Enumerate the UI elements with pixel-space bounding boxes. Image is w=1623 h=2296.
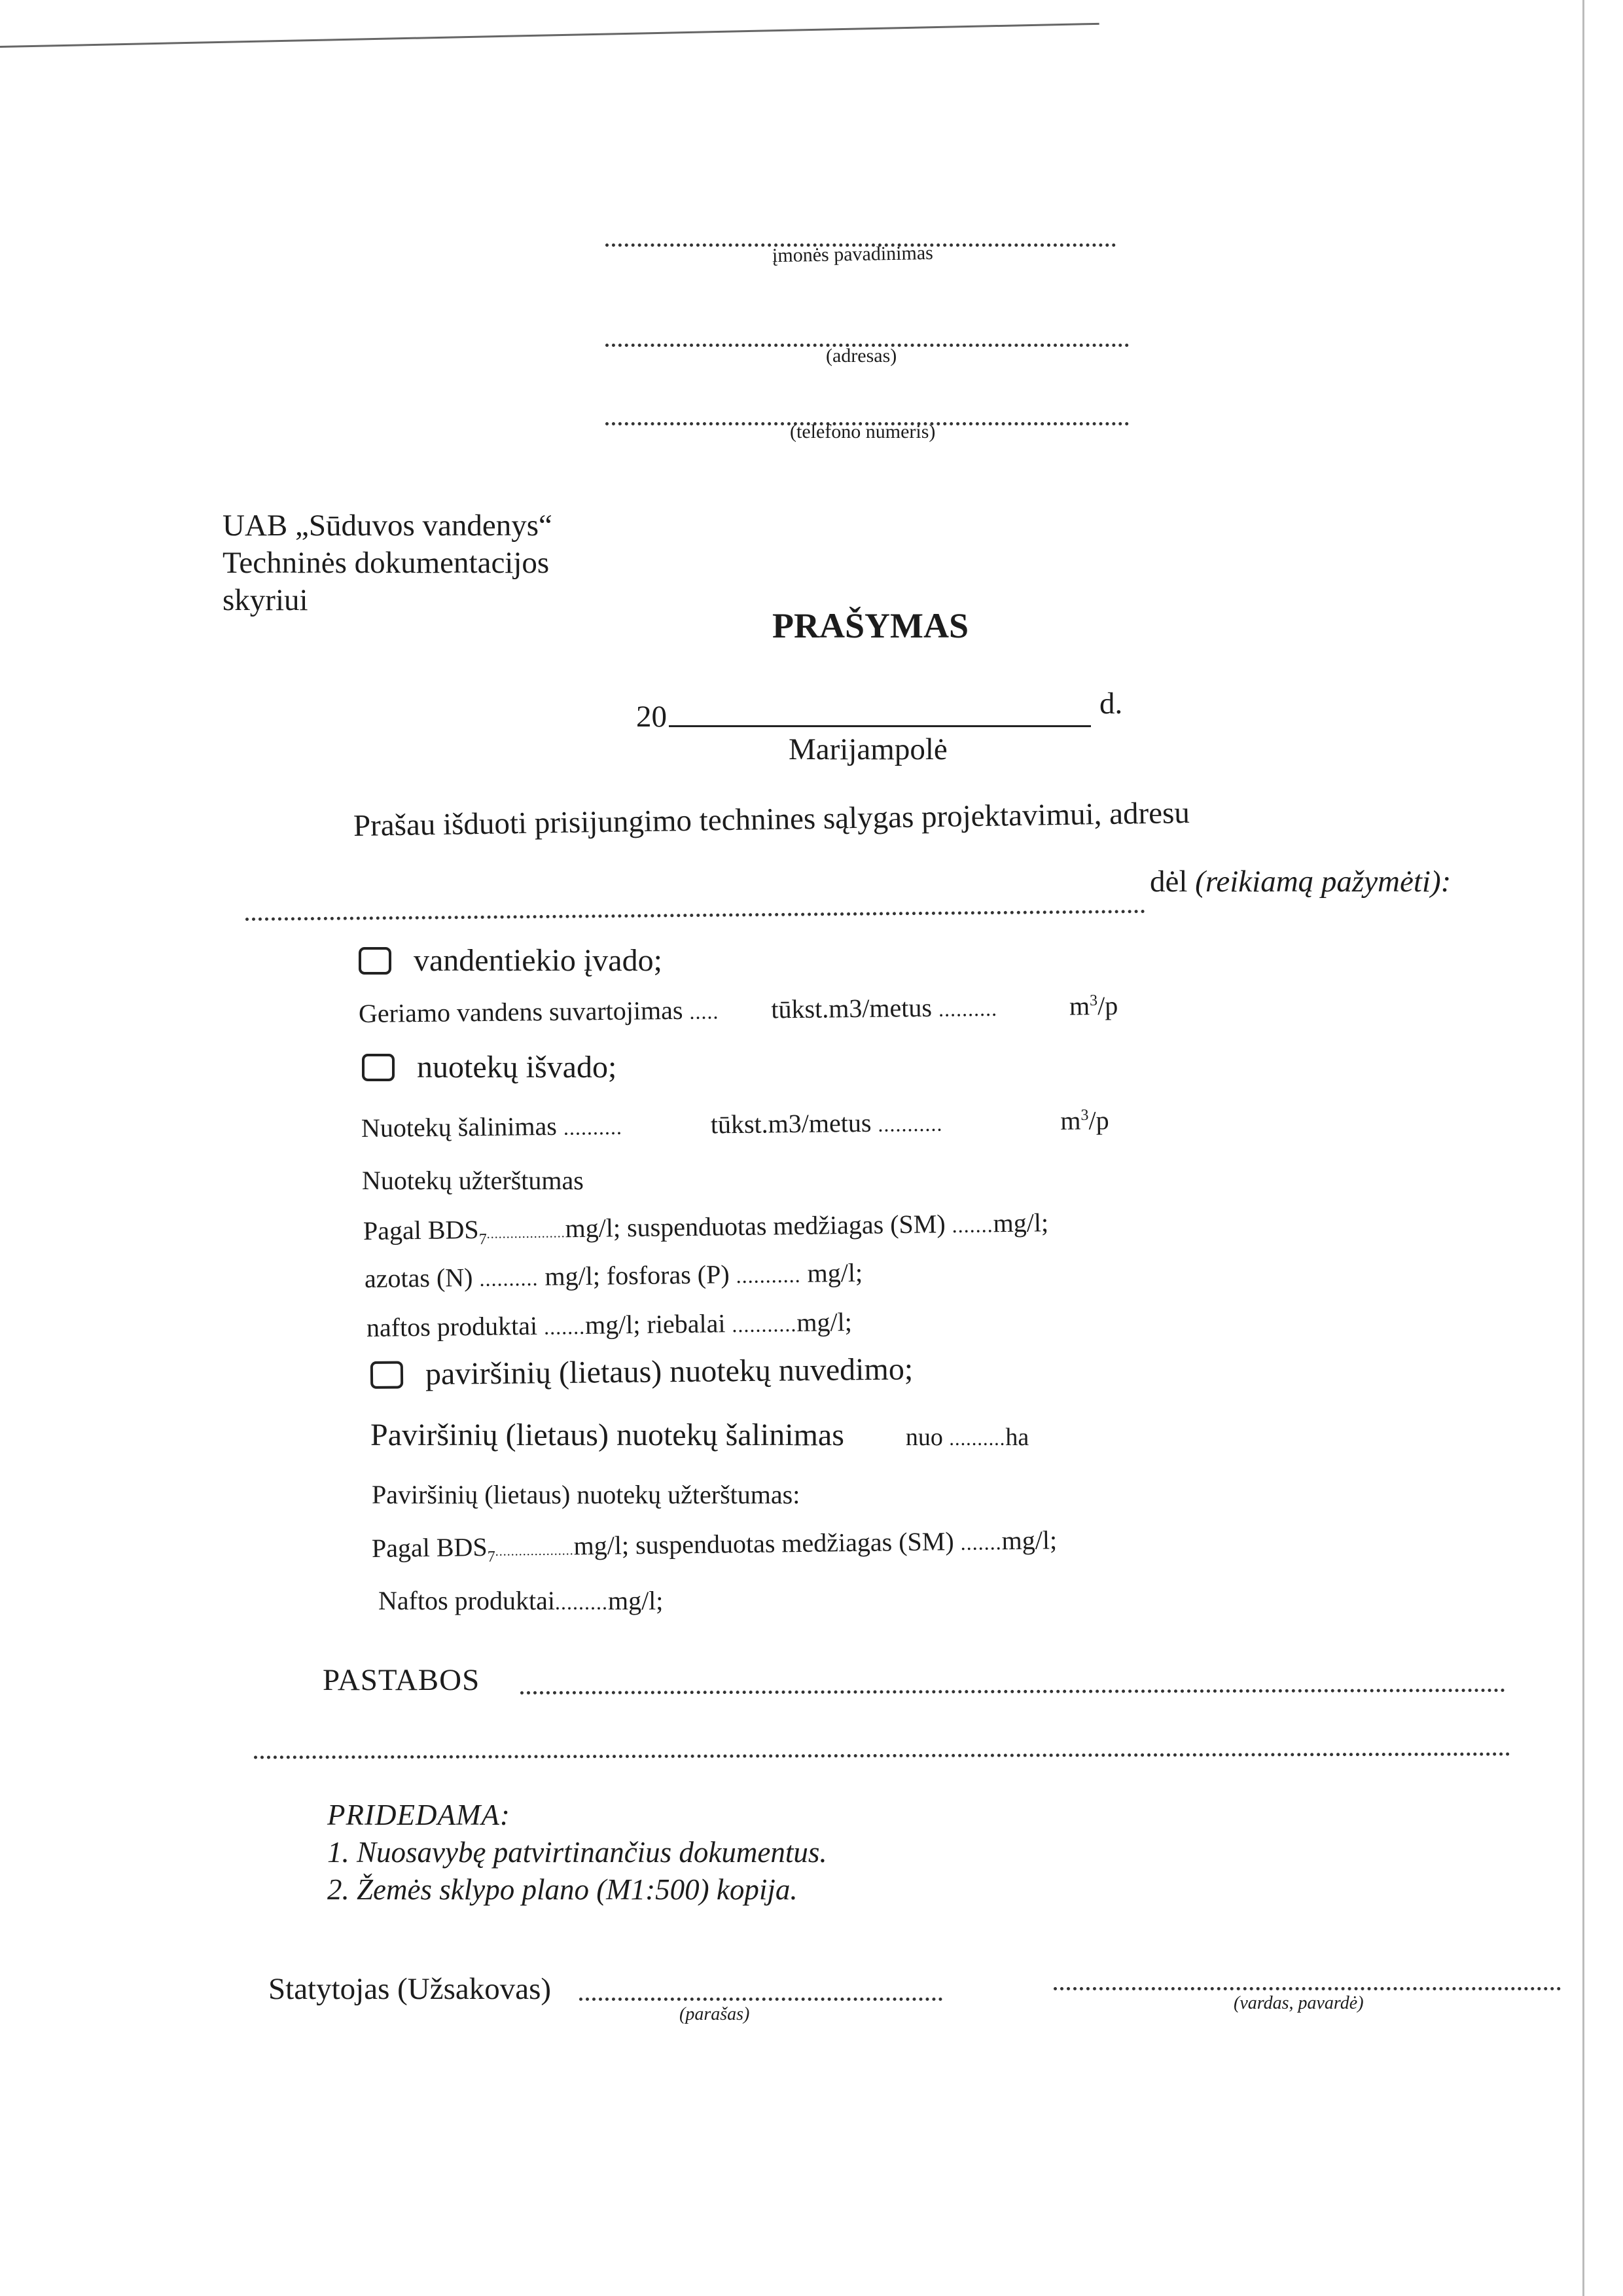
- water-unit1: tūkst.m3/metus: [771, 992, 933, 1024]
- fill-dots: .....: [689, 999, 719, 1024]
- name-label: (vardas, pavardė): [1234, 1993, 1364, 2013]
- recipient-block: [223, 507, 552, 619]
- company-name-label: įmonės pavadinimas: [772, 242, 934, 267]
- phone-label: (telefono numeris): [790, 421, 936, 442]
- signature-label: (parašas): [679, 2004, 750, 2024]
- surface-bds-row: Pagal $BDS_7....................mg/l$; suspenduotas medžiagas (SM) .......mg/l;: [371, 1525, 1058, 1566]
- fill-dots: ...........: [878, 1111, 943, 1136]
- sewage-oil-fat-row: naftos produktai .......mg/l; riebalai ...........mg/l;: [366, 1306, 853, 1342]
- scan-edge-top: [0, 23, 1099, 48]
- sewage-option-label: nuotekų išvado;: [417, 1050, 617, 1085]
- sewage-removal-label: Nuotekų šalinimas: [361, 1111, 558, 1143]
- attachment-item-2: 2. Žemės sklypo plano (M1:500) kopija.: [327, 1873, 798, 1906]
- surface-removal-label: Paviršinių (lietaus) nuotekų šalinimas: [370, 1418, 844, 1452]
- water-consumption-row: [359, 990, 1118, 1029]
- sewage-removal-row: [361, 1105, 1109, 1143]
- notes-line-1: [520, 1689, 1505, 1695]
- request-text: Prašau išduoti prisijungimo technines sąlygas projektavimui, adresu: [353, 795, 1190, 843]
- surface-removal-row: [370, 1417, 1029, 1453]
- recipient-line2: Techninės dokumentacijos: [223, 546, 550, 580]
- sewage-bds-row: Pagal $BDS_7....................mg/l$; suspenduotas medžiagas (SM) .......mg/l;: [363, 1208, 1049, 1248]
- recipient-line1: UAB „Sūduvos vandenys“: [223, 509, 552, 543]
- water-option[interactable]: [359, 942, 662, 978]
- surface-option[interactable]: [370, 1351, 914, 1393]
- del-label: [1150, 864, 1451, 899]
- notes-line-2: [254, 1752, 1510, 1759]
- surface-option-label: paviršinių (lietaus) nuotekų nuvedimo;: [425, 1352, 914, 1392]
- attachment-item-1: 1. Nuosavybę patvirtinančius dokumentus.: [327, 1836, 827, 1869]
- signature-line: [579, 1998, 942, 2001]
- surface-checkbox[interactable]: [370, 1361, 403, 1389]
- city: Marijampolė: [789, 732, 948, 766]
- water-consumption-label: Geriamo vandens suvartojimas: [358, 995, 683, 1028]
- address-fill-line: [245, 910, 1145, 921]
- sewage-n-p-row: azotas (N) .......... mg/l; fosforas (P) ........... mg/l;: [364, 1257, 863, 1293]
- fill-dots: ..........: [938, 996, 998, 1021]
- name-line: [1054, 1987, 1561, 1990]
- attachments-title: PRIDEDAMA:: [327, 1799, 510, 1831]
- date-suffix: d.: [1099, 687, 1123, 721]
- water-checkbox[interactable]: [359, 947, 391, 975]
- scan-edge-right: [1582, 0, 1584, 2296]
- attachments-block: [327, 1797, 827, 1909]
- del-note: (reikiamą pažymėti):: [1195, 865, 1452, 899]
- sewage-pollution-title: Nuotekų užterštumas: [362, 1166, 584, 1195]
- water-option-label: vandentiekio įvado;: [414, 943, 662, 978]
- document-title: PRAŠYMAS: [772, 606, 969, 645]
- surface-pollution-title: Paviršinių (lietaus) nuotekų užterštumas:: [372, 1480, 800, 1509]
- surface-oil-row: Naftos produktai.........mg/l;: [378, 1586, 664, 1615]
- sewage-checkbox[interactable]: [362, 1054, 395, 1081]
- sewage-unit2: $m^3/p$: [1060, 1105, 1109, 1136]
- date-prefix: 20: [636, 700, 667, 734]
- fill-dots: ..........: [563, 1115, 623, 1139]
- del-word: dėl: [1150, 865, 1188, 899]
- address-label: (adresas): [826, 345, 897, 367]
- surface-area-field: nuo ..........ha: [905, 1424, 1029, 1451]
- notes-label: PASTABOS: [323, 1663, 480, 1697]
- date-line: [669, 725, 1091, 727]
- sewage-option[interactable]: [362, 1049, 616, 1085]
- water-unit2: $m^3/p$: [1069, 990, 1118, 1021]
- sewage-unit1: tūkst.m3/metus: [710, 1107, 872, 1139]
- recipient-line3: skyriui: [223, 583, 308, 617]
- builder-label: Statytojas (Užsakovas): [268, 1972, 552, 2006]
